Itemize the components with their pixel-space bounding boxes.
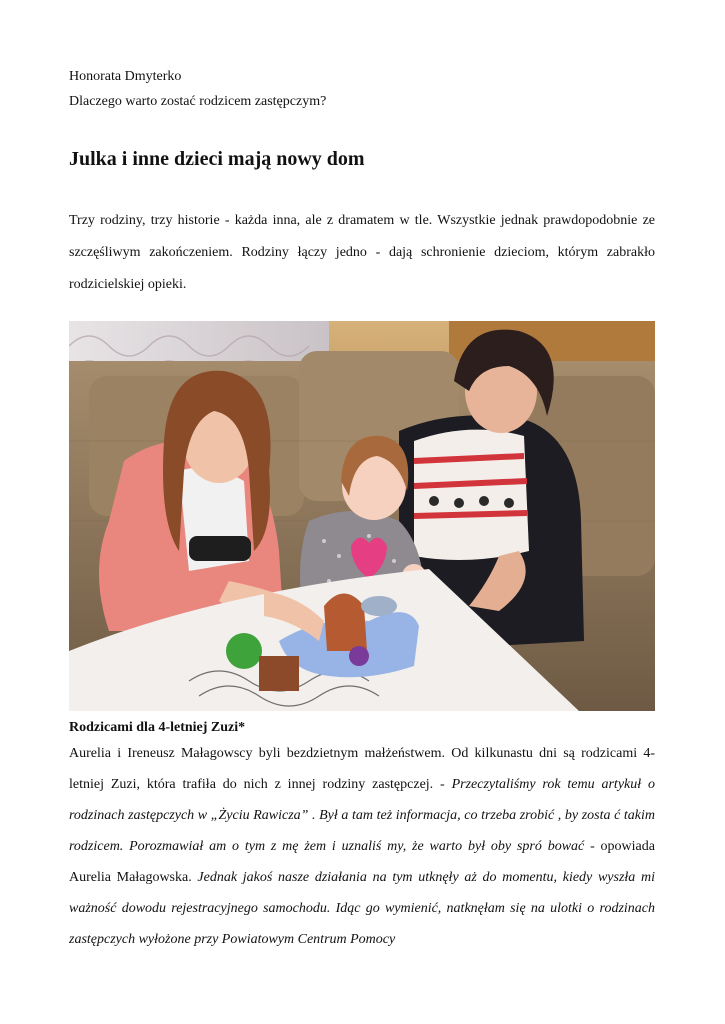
body-quote: Przeczytaliśmy rok temu artykuł o rodzinach zastępczych w „Życiu Rawicza” . Był a tam też informacja, co trzeba zrobić , by zosta ć takim rodzicem. Porozmawiał am o tym z mę żem i uznaliś my, że warto był oby spró bować — [69, 777, 655, 854]
body-quote: Jednak jakoś nasze działania na tym utknęły aż do momentu, kiedy wyszła mi ważność dowodu rejestracyjnego samochodu. Idąc go wymienić, natknęłam się na ulotki o rodzinach zastępczych wyłożone przy Powiatowym Centrum Pomocy — [69, 870, 655, 947]
document-subtitle: Dlaczego warto zostać rodzicem zastępczym? — [69, 94, 327, 109]
body-text: - opowiada Aurelia Małagowska. — [69, 839, 655, 885]
author-name: Honorata Dmyterko — [69, 69, 182, 84]
section-heading: Rodzicami dla 4-letniej Zuzi* — [69, 720, 246, 735]
article-lead: Trzy rodziny, trzy historie - każda inna, ale z dramatem w tle. Wszystkie jednak prawdopodobnie ze szczęśliwym zakończeniem. Rodziny łączy jedno - dają schronienie dzieciom, którym zabrakło rodzicielskiej opieki. — [69, 213, 655, 292]
article-title: Julka i inne dzieci mają nowy dom — [69, 148, 365, 170]
article-body — [69, 738, 655, 955]
body-text: Aurelia i Ireneusz Małagowscy byli bezdzietnym małżeństwem. Od kilkunastu dni są rodzicami 4-letniej Zuzi, która trafiła do nich z innej rodziny zastępczej. - — [69, 746, 655, 792]
family-photo — [69, 321, 655, 711]
